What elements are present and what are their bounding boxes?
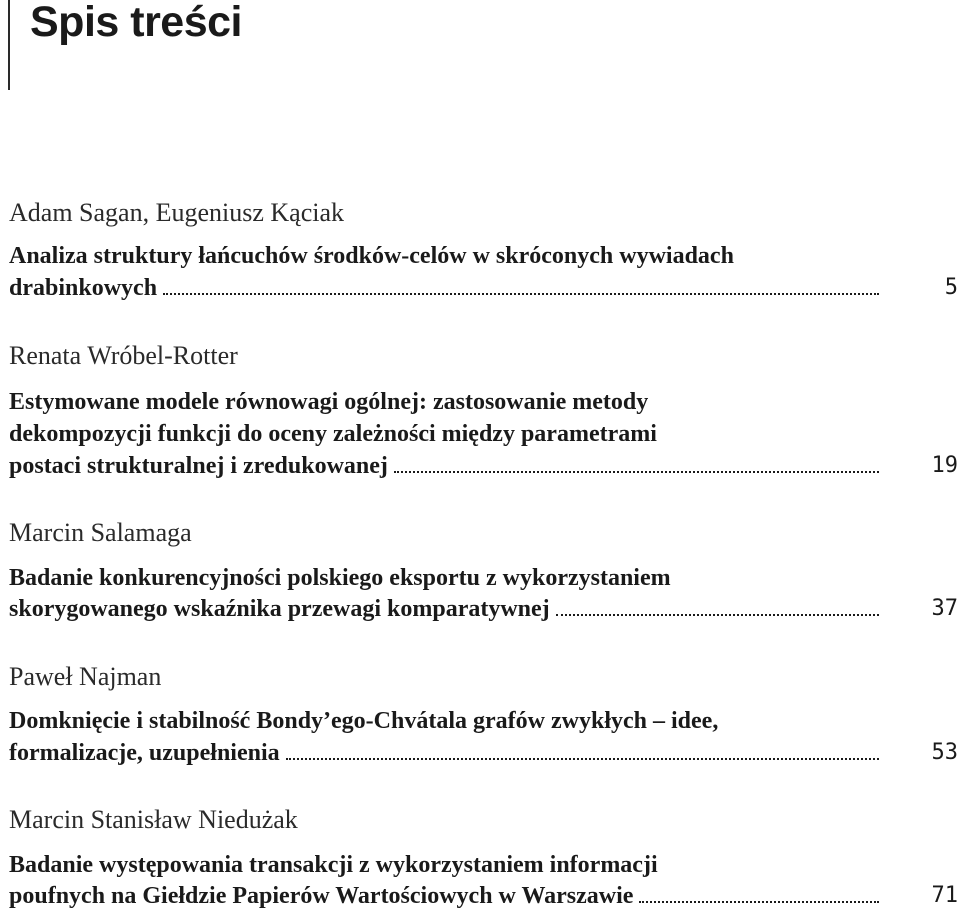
entry-page-number: 19 xyxy=(931,453,958,478)
entry-title-line: postaci strukturalnej i zredukowanej xyxy=(9,453,388,479)
entry-title-line: drabinkowych xyxy=(9,275,158,301)
entry-title-line: skorygowanego wskaźnika przewagi komparatywnej xyxy=(9,596,550,622)
title-rule xyxy=(8,0,10,90)
toc-entry[interactable] xyxy=(9,805,960,913)
entry-title-last-line xyxy=(9,881,879,911)
entry-author: Paweł Najman xyxy=(9,662,162,691)
toc-entry[interactable] xyxy=(9,341,960,481)
page-title: Spis treści xyxy=(30,0,242,46)
entry-title-line: formalizacje, uzupełnienia xyxy=(9,740,280,766)
entry-title-line: Badanie konkurencyjności polskiego eksportu z wykorzystaniem xyxy=(9,565,671,591)
dot-leader xyxy=(394,471,879,473)
entry-page-number: 53 xyxy=(931,740,958,765)
entry-page-number: 37 xyxy=(931,596,958,621)
entry-title-line: Analiza struktury łańcuchów środków-celów w skróconych wywiadach xyxy=(9,243,734,269)
entry-author: Marcin Stanisław Niedużak xyxy=(9,805,298,834)
dot-leader xyxy=(556,614,879,616)
entry-author: Adam Sagan, Eugeniusz Kąciak xyxy=(9,198,345,227)
entry-title-line: Domknięcie i stabilność Bondy’ego-Chvátala grafów zwykłych – idee, xyxy=(9,708,719,734)
dot-leader xyxy=(286,758,879,760)
entry-title-last-line xyxy=(9,273,879,303)
entry-title-line: Badanie występowania transakcji z wykorzystaniem informacji xyxy=(9,852,658,878)
entry-title-last-line xyxy=(9,738,879,768)
entry-title-last-line xyxy=(9,594,879,624)
entry-title-line: dekompozycji funkcji do oceny zależności między parametrami xyxy=(9,421,657,447)
entry-author: Marcin Salamaga xyxy=(9,518,192,547)
entry-page-number: 5 xyxy=(944,275,958,300)
entry-title-line: Estymowane modele równowagi ogólnej: zastosowanie metody xyxy=(9,389,649,415)
toc-entry[interactable] xyxy=(9,662,960,772)
dot-leader xyxy=(163,293,879,295)
dot-leader xyxy=(639,901,879,903)
entry-title-line: poufnych na Giełdzie Papierów Wartościowych w Warszawie xyxy=(9,883,634,909)
entry-author: Renata Wróbel-Rotter xyxy=(9,341,238,370)
toc-entry[interactable] xyxy=(9,518,960,628)
entry-page-number: 71 xyxy=(931,883,958,908)
toc-entry[interactable] xyxy=(9,198,960,308)
entry-title-last-line xyxy=(9,451,879,481)
